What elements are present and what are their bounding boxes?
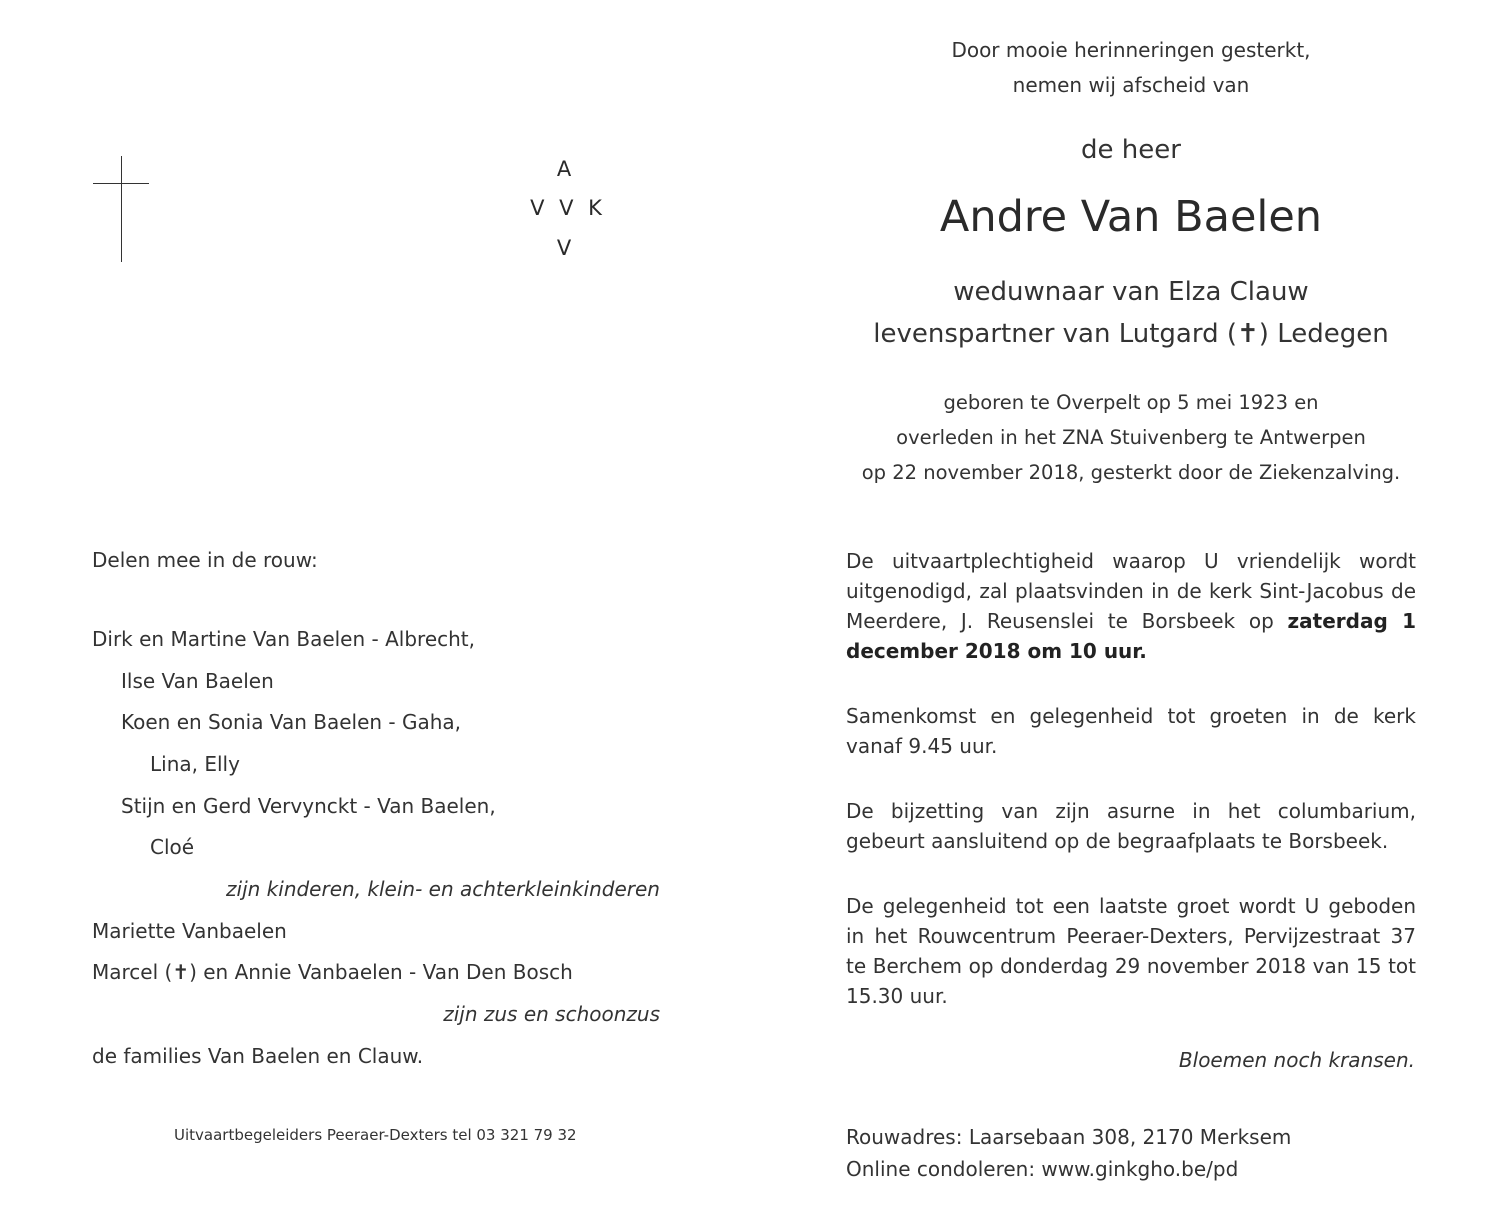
- mourner-group-caption: zijn zus en schoonzus: [443, 1002, 660, 1026]
- life-line-2: overleden in het ZNA Stuivenberg te Antwerpen: [896, 426, 1366, 449]
- mourner-line: Koen en Sonia Van Baelen - Gaha,: [121, 710, 462, 734]
- mourner-line: Cloé: [150, 835, 195, 859]
- mourner-line: Marcel (✝) en Annie Vanbaelen - Van Den Bosch: [92, 960, 573, 984]
- mourner-group-caption: zijn kinderen, klein- en achterkleinkinderen: [226, 877, 660, 901]
- monogram-middle: V V K: [530, 196, 606, 220]
- gathering-paragraph: Samenkomst en gelegenheid tot groeten in de kerk vanaf 9.45 uur.: [846, 704, 1416, 758]
- mourner-line: Lina, Elly: [150, 752, 240, 776]
- life-line-1: geboren te Overpelt op 5 mei 1923 en: [943, 391, 1319, 414]
- funeral-text: De uitvaartplechtigheid waarop U vriendelijk wordt uitgenodigd, zal plaatsvinden in de kerk Sint-Jacobus de Meerdere, J. Reusenslei te Borsbeek op: [846, 549, 1416, 633]
- mourners-heading: Delen mee in de rouw:: [92, 548, 318, 572]
- funeral-paragraph: [846, 546, 1416, 666]
- mourner-line: Mariette Vanbaelen: [92, 919, 287, 943]
- cross-icon-bar: [93, 183, 149, 184]
- relation-line-2: levenspartner van Lutgard (✝) Ledegen: [873, 319, 1389, 349]
- flowers-note: Bloemen noch kransen.: [1178, 1048, 1415, 1072]
- title: de heer: [1081, 135, 1181, 165]
- mourner-line: Stijn en Gerd Vervynckt - Van Baelen,: [121, 794, 496, 818]
- intro-line-1: Door mooie herinneringen gesterkt,: [951, 38, 1311, 62]
- intro-line-2: nemen wij afscheid van: [1012, 73, 1250, 97]
- mourner-line: de families Van Baelen en Clauw.: [92, 1044, 424, 1068]
- online-condolences: Online condoleren: www.ginkgho.be/pd: [846, 1157, 1239, 1181]
- cross-icon: [121, 156, 122, 262]
- burial-paragraph: De bijzetting van zijn asurne in het columbarium, gebeurt aansluitend op de begraafplaats te Borsbeek.: [846, 799, 1416, 853]
- mourner-line: Dirk en Martine Van Baelen - Albrecht,: [92, 627, 475, 651]
- monogram-bottom: V: [556, 236, 576, 260]
- monogram-top: A: [556, 157, 576, 181]
- life-line-3: op 22 november 2018, gesterkt door de Ziekenzalving.: [861, 461, 1401, 484]
- mourning-address: Rouwadres: Laarsebaan 308, 2170 Merksem: [846, 1125, 1292, 1149]
- undertaker-contact: Uitvaartbegeleiders Peeraer-Dexters tel 03 321 79 32: [174, 1126, 577, 1144]
- farewell-paragraph: De gelegenheid tot een laatste groet wordt U geboden in het Rouwcentrum Peeraer-Dexters, Pervijzestraat 37 te Berchem op donderdag 29 november 2018 van 15 tot 15.30 uur.: [846, 894, 1416, 1008]
- mourner-line: Ilse Van Baelen: [121, 669, 274, 693]
- relation-line-1: weduwnaar van Elza Clauw: [953, 277, 1309, 307]
- funeral-date: zaterdag 1 december 2018 om 10 uur.: [846, 609, 1416, 663]
- deceased-name: Andre Van Baelen: [939, 192, 1323, 242]
